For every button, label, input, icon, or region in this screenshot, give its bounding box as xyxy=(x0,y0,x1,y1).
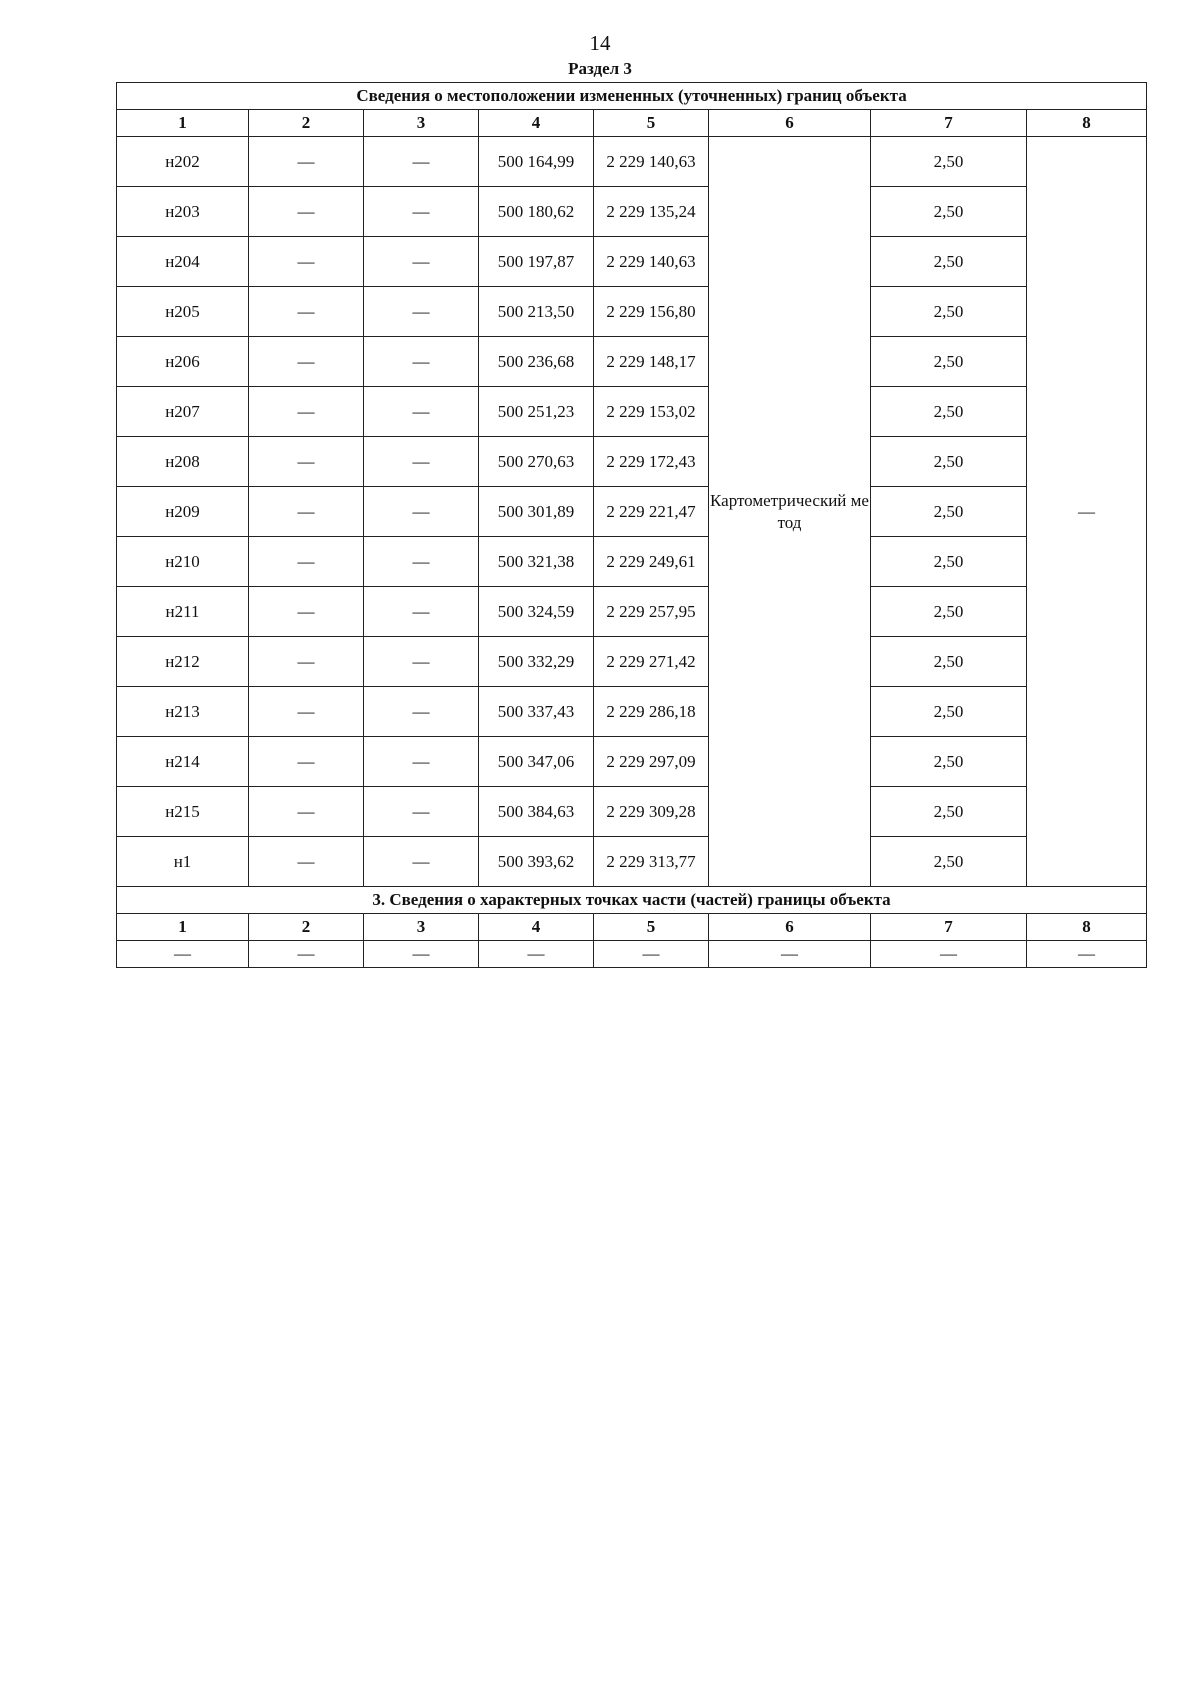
table-row xyxy=(117,837,1147,887)
col3-cell: — xyxy=(364,537,479,587)
table-row xyxy=(117,137,1147,187)
table1-caption-row xyxy=(117,83,1147,110)
table2-data-row xyxy=(117,941,1147,968)
table-row xyxy=(117,637,1147,687)
column-number: 7 xyxy=(871,110,1027,137)
table-row xyxy=(117,337,1147,387)
y-coordinate: 2 229 297,09 xyxy=(594,737,709,787)
col2-cell: — xyxy=(249,437,364,487)
table2-cell: — xyxy=(479,941,594,968)
x-coordinate: 500 251,23 xyxy=(479,387,594,437)
section-title: Раздел 3 xyxy=(568,59,632,78)
accuracy-cell: 2,50 xyxy=(871,587,1027,637)
col2-cell: — xyxy=(249,137,364,187)
col2-cell: — xyxy=(249,837,364,887)
accuracy-cell: 2,50 xyxy=(871,437,1027,487)
table-row xyxy=(117,387,1147,437)
col2-cell: — xyxy=(249,587,364,637)
table-row xyxy=(117,537,1147,587)
point-name: н208 xyxy=(117,437,249,487)
table-row xyxy=(117,587,1147,637)
y-coordinate: 2 229 257,95 xyxy=(594,587,709,637)
accuracy-cell: 2,50 xyxy=(871,787,1027,837)
col2-cell: — xyxy=(249,337,364,387)
table-row xyxy=(117,687,1147,737)
y-coordinate: 2 229 140,63 xyxy=(594,237,709,287)
y-coordinate: 2 229 313,77 xyxy=(594,837,709,887)
col3-cell: — xyxy=(364,137,479,187)
col3-cell: — xyxy=(364,337,479,387)
column-number: 1 xyxy=(117,914,249,941)
x-coordinate: 500 301,89 xyxy=(479,487,594,537)
column-number: 4 xyxy=(479,110,594,137)
col3-cell: — xyxy=(364,837,479,887)
col2-cell: — xyxy=(249,737,364,787)
y-coordinate: 2 229 221,47 xyxy=(594,487,709,537)
col2-cell: — xyxy=(249,687,364,737)
point-name: н213 xyxy=(117,687,249,737)
x-coordinate: 500 236,68 xyxy=(479,337,594,387)
col2-cell: — xyxy=(249,487,364,537)
accuracy-cell: 2,50 xyxy=(871,537,1027,587)
col3-cell: — xyxy=(364,487,479,537)
boundary-points-table xyxy=(116,82,1147,968)
column-number: 1 xyxy=(117,110,249,137)
col8-cell: — xyxy=(1027,137,1147,887)
col3-cell: — xyxy=(364,187,479,237)
method-cell: Картометрический метод xyxy=(709,137,871,887)
accuracy-cell: 2,50 xyxy=(871,237,1027,287)
column-number: 8 xyxy=(1027,110,1147,137)
x-coordinate: 500 213,50 xyxy=(479,287,594,337)
col2-cell: — xyxy=(249,787,364,837)
y-coordinate: 2 229 286,18 xyxy=(594,687,709,737)
point-name: н214 xyxy=(117,737,249,787)
column-number: 4 xyxy=(479,914,594,941)
col2-cell: — xyxy=(249,537,364,587)
table2-cell: — xyxy=(364,941,479,968)
x-coordinate: 500 347,06 xyxy=(479,737,594,787)
x-coordinate: 500 393,62 xyxy=(479,837,594,887)
table-row xyxy=(117,487,1147,537)
point-name: н204 xyxy=(117,237,249,287)
table-row xyxy=(117,287,1147,337)
column-number: 5 xyxy=(594,110,709,137)
point-name: н209 xyxy=(117,487,249,537)
accuracy-cell: 2,50 xyxy=(871,387,1027,437)
x-coordinate: 500 332,29 xyxy=(479,637,594,687)
point-name: н205 xyxy=(117,287,249,337)
point-name: н211 xyxy=(117,587,249,637)
col3-cell: — xyxy=(364,437,479,487)
y-coordinate: 2 229 153,02 xyxy=(594,387,709,437)
column-number: 3 xyxy=(364,110,479,137)
x-coordinate: 500 197,87 xyxy=(479,237,594,287)
point-name: н203 xyxy=(117,187,249,237)
accuracy-cell: 2,50 xyxy=(871,137,1027,187)
y-coordinate: 2 229 148,17 xyxy=(594,337,709,387)
table-row xyxy=(117,787,1147,837)
x-coordinate: 500 321,38 xyxy=(479,537,594,587)
accuracy-cell: 2,50 xyxy=(871,487,1027,537)
col3-cell: — xyxy=(364,587,479,637)
table2-cell: — xyxy=(249,941,364,968)
table2-cell: — xyxy=(594,941,709,968)
col2-cell: — xyxy=(249,237,364,287)
table2-cell: — xyxy=(117,941,249,968)
column-number: 6 xyxy=(709,914,871,941)
col3-cell: — xyxy=(364,287,479,337)
col3-cell: — xyxy=(364,737,479,787)
point-name: н210 xyxy=(117,537,249,587)
accuracy-cell: 2,50 xyxy=(871,337,1027,387)
column-number: 5 xyxy=(594,914,709,941)
y-coordinate: 2 229 140,63 xyxy=(594,137,709,187)
y-coordinate: 2 229 135,24 xyxy=(594,187,709,237)
table2-caption: 3. Сведения о характерных точках части (частей) границы объекта xyxy=(117,887,1147,914)
y-coordinate: 2 229 172,43 xyxy=(594,437,709,487)
point-name: н1 xyxy=(117,837,249,887)
x-coordinate: 500 180,62 xyxy=(479,187,594,237)
column-number: 7 xyxy=(871,914,1027,941)
column-number: 2 xyxy=(249,914,364,941)
column-number: 3 xyxy=(364,914,479,941)
col3-cell: — xyxy=(364,637,479,687)
point-name: н202 xyxy=(117,137,249,187)
col2-cell: — xyxy=(249,287,364,337)
x-coordinate: 500 324,59 xyxy=(479,587,594,637)
x-coordinate: 500 337,43 xyxy=(479,687,594,737)
x-coordinate: 500 164,99 xyxy=(479,137,594,187)
table2-caption-row xyxy=(117,887,1147,914)
accuracy-cell: 2,50 xyxy=(871,737,1027,787)
point-name: н212 xyxy=(117,637,249,687)
y-coordinate: 2 229 309,28 xyxy=(594,787,709,837)
accuracy-cell: 2,50 xyxy=(871,837,1027,887)
column-number: 2 xyxy=(249,110,364,137)
point-name: н206 xyxy=(117,337,249,387)
table-row xyxy=(117,237,1147,287)
y-coordinate: 2 229 156,80 xyxy=(594,287,709,337)
col3-cell: — xyxy=(364,687,479,737)
column-number: 8 xyxy=(1027,914,1147,941)
accuracy-cell: 2,50 xyxy=(871,687,1027,737)
table-row xyxy=(117,437,1147,487)
col3-cell: — xyxy=(364,387,479,437)
page-number: 14 xyxy=(589,31,611,55)
table2-cell: — xyxy=(871,941,1027,968)
accuracy-cell: 2,50 xyxy=(871,187,1027,237)
point-name: н207 xyxy=(117,387,249,437)
table2-column-numbers-row xyxy=(117,914,1147,941)
table-row xyxy=(117,737,1147,787)
table1-column-numbers-row xyxy=(117,110,1147,137)
column-number: 6 xyxy=(709,110,871,137)
col3-cell: — xyxy=(364,787,479,837)
accuracy-cell: 2,50 xyxy=(871,287,1027,337)
col2-cell: — xyxy=(249,637,364,687)
table-body xyxy=(117,83,1147,968)
x-coordinate: 500 384,63 xyxy=(479,787,594,837)
y-coordinate: 2 229 249,61 xyxy=(594,537,709,587)
col3-cell: — xyxy=(364,237,479,287)
col2-cell: — xyxy=(249,387,364,437)
point-name: н215 xyxy=(117,787,249,837)
table-row xyxy=(117,187,1147,237)
table2-cell: — xyxy=(1027,941,1147,968)
accuracy-cell: 2,50 xyxy=(871,637,1027,687)
table1-caption: Сведения о местоположении измененных (уточненных) границ объекта xyxy=(117,83,1147,110)
table2-cell: — xyxy=(709,941,871,968)
x-coordinate: 500 270,63 xyxy=(479,437,594,487)
y-coordinate: 2 229 271,42 xyxy=(594,637,709,687)
col2-cell: — xyxy=(249,187,364,237)
